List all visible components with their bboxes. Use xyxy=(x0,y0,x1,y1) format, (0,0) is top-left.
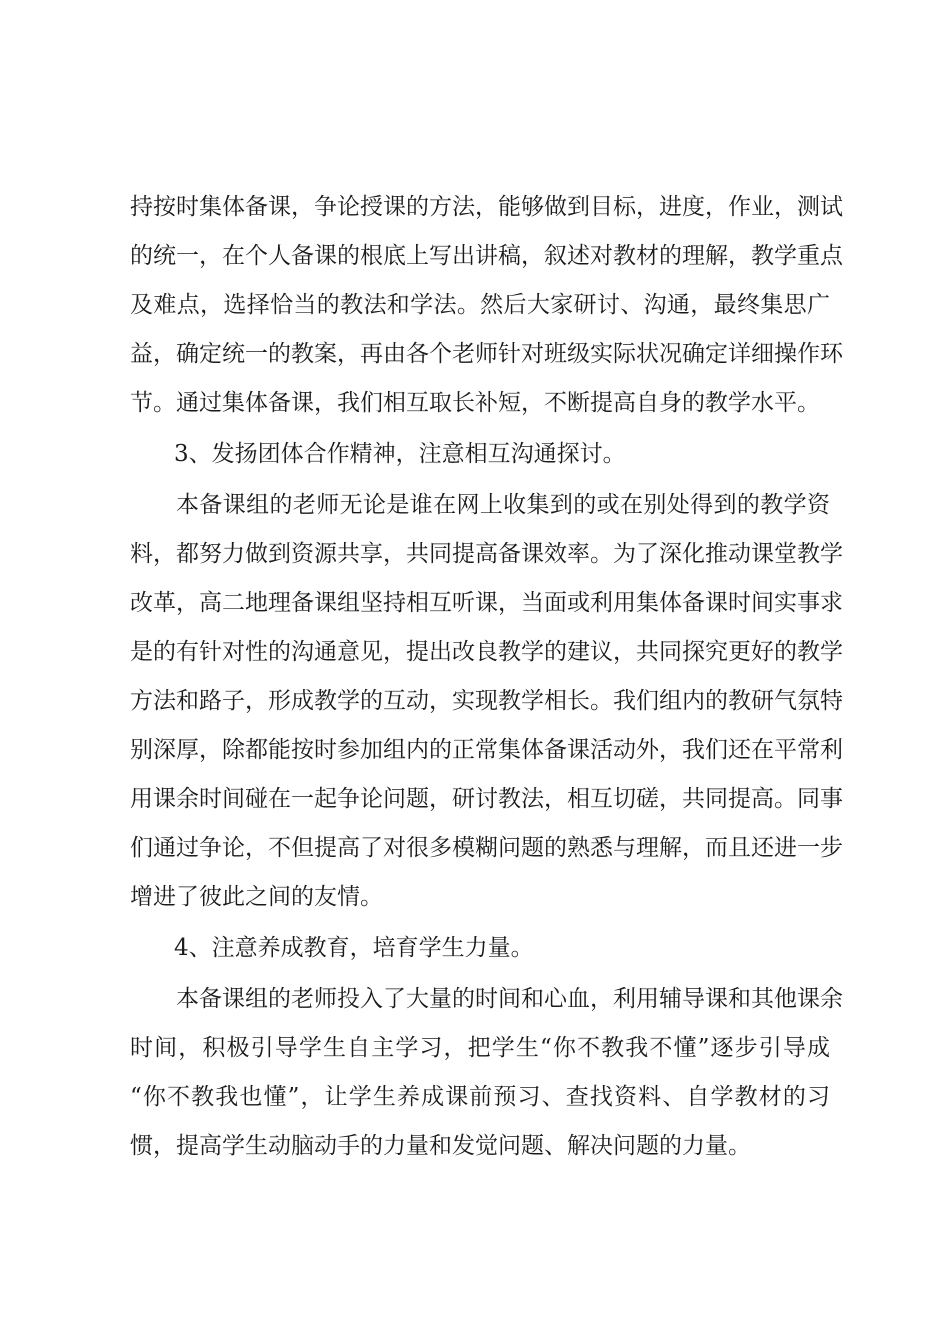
paragraph-line: 别深厚，除都能按时参加组内的正常集体备课活动外，我们还在平常利 xyxy=(130,737,843,763)
paragraph-line: 节。通过集体备课，我们相互取长补短，不断提高自身的教学水平。 xyxy=(130,390,820,416)
paragraph-line: “你不教我也懂”，让学生养成课前预习、查找资料、自学教材的习 xyxy=(130,1084,830,1110)
paragraph-line: 是的有针对性的沟通意见，提出改良教学的建议，共同探究更好的教学 xyxy=(130,639,843,665)
paragraph-line: 本备课组的老师无论是谁在网上收集到的或在别处得到的教学资 xyxy=(176,492,830,518)
paragraph-line: 时间，积极引导学生自主学习，把学生“你不教我不懂”逐步引导成 xyxy=(130,1035,830,1061)
paragraph-line: 益，确定统一的教案，再由各个老师针对班级实际状况确定详细操作环 xyxy=(130,341,843,367)
paragraph-line: 及难点，选择恰当的教法和学法。然后大家研讨、沟通，最终集思广 xyxy=(130,292,830,318)
paragraph-line: 料，都努力做到资源共享，共同提高备课效率。为了深化推动课堂教学 xyxy=(130,541,843,567)
paragraph-line: 惯，提高学生动脑动手的力量和发觉问题、解决问题的力量。 xyxy=(130,1133,751,1159)
paragraph-line: 增进了彼此之间的友情。 xyxy=(130,884,383,910)
section-heading-4: 4、注意养成教育，培育学生力量。 xyxy=(174,935,534,961)
paragraph-line: 方法和路子，形成教学的互动，实现教学相长。我们组内的教研气氛特 xyxy=(130,688,843,714)
section-heading-3: 3、发扬团体合作精神，注意相互沟通探讨。 xyxy=(174,441,626,467)
paragraph-line: 的统一，在个人备课的根底上写出讲稿，叙述对教材的理解，教学重点 xyxy=(130,243,843,269)
paragraph-line: 改革，高二地理备课组坚持相互听课，当面或利用集体备课时间实事求 xyxy=(130,590,843,616)
paragraph-line: 本备课组的老师投入了大量的时间和心血，利用辅导课和其他课余 xyxy=(176,986,843,1012)
paragraph-line: 们通过争论，不但提高了对很多模糊问题的熟悉与理解，而且还进一步 xyxy=(130,835,843,861)
paragraph-line: 用课余时间碰在一起争论问题，研讨教法，相互切磋，共同提高。同事 xyxy=(130,786,843,812)
paragraph-line: 持按时集体备课，争论授课的方法，能够做到目标，进度，作业，测试 xyxy=(130,194,843,220)
